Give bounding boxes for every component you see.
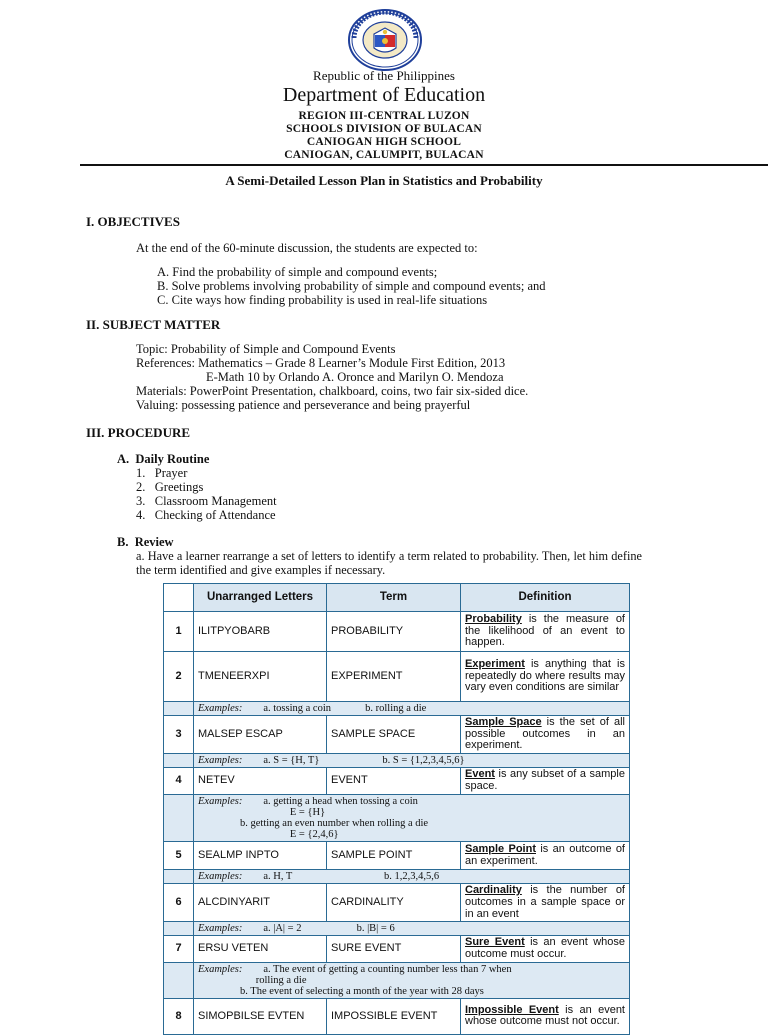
valuing-line: Valuing: possessing patience and perseverance and being prayerful [136,398,471,412]
region-line: REGION III-CENTRAL LUZON [298,110,470,122]
examples-row [164,922,630,936]
header-definition: Definition [461,584,630,612]
table-header-row [164,584,630,612]
review-text: a. Have a learner rearrange a set of letters to identify a term related to probability. Then, let him define the term identified and give examples if necessary. [136,549,642,577]
defined-term: Impossible Event [465,1003,559,1016]
definition-cell [461,884,630,922]
definition-cell [461,936,630,962]
references-line: References: Mathematics – Grade 8 Learner’s Module First Edition, 2013 [136,356,506,370]
example-line: rolling a die [198,974,307,986]
deped-seal [344,8,426,72]
table-row [164,612,630,652]
references-line-2: E-Math 10 by Orlando A. Oronce and Marilyn O. Mendoza [206,370,504,384]
routine-item: 1. Prayer [136,466,188,480]
term-cell: EVENT [327,768,461,794]
defined-term: Probability [465,613,522,626]
topic-line: Topic: Probability of Simple and Compound Events [136,342,396,356]
example-line: a. |A| = 2 b. |B| = 6 [242,923,395,935]
examples-row [164,962,630,998]
definition-cell [461,716,630,754]
department-title: Department of Education [282,84,486,106]
definition-cell [461,842,630,870]
term-cell: EXPERIMENT [327,652,461,702]
row-number: 6 [164,884,194,922]
unarranged-letters-cell: ILITPYOBARB [194,612,327,652]
defined-term: Sample Space [465,716,542,729]
unarranged-letters-cell: SIMOPBILSE EVTEN [194,998,327,1034]
examples-label: Examples: [198,923,243,935]
examples-label: Examples: [198,795,243,807]
examples-cell [194,794,630,842]
examples-cell [194,702,630,716]
term-cell: SURE EVENT [327,936,461,962]
defined-term: Event [465,768,495,781]
example-line: b. The event of selecting a month of the year with 28 days [198,985,484,997]
lesson-plan-title: A Semi-Detailed Lesson Plan in Statistics and Probability [225,173,543,188]
objective-item: A. Find the probability of simple and compound events; [157,265,438,279]
definition-cell [461,652,630,702]
row-number: 1 [164,612,194,652]
term-cell: SAMPLE SPACE [327,716,461,754]
definition-text: is any subset of a sample space. [465,768,625,792]
example-line: E = {2,4,6} [198,828,339,840]
unarranged-letters-cell: ALCDINYARIT [194,884,327,922]
republic-line: Republic of the Philippines [313,68,455,83]
table-row [164,998,630,1034]
examples-spacer [164,754,194,768]
examples-cell [194,922,630,936]
term-cell: PROBABILITY [327,612,461,652]
school-line: CANIOGAN HIGH SCHOOL [306,136,462,148]
address-line: CANIOGAN, CALUMPIT, BULACAN [284,149,484,161]
header-letters: Unarranged Letters [194,584,327,612]
table-row [164,716,630,754]
examples-label: Examples: [198,963,243,975]
example-line: E = {H} [198,806,326,818]
table-row [164,936,630,962]
definition-text: is an event whose outcome must occur. [465,936,625,960]
example-line: b. getting an even number when rolling a die [198,817,429,829]
division-line: SCHOOLS DIVISION OF BULACAN [286,123,482,135]
row-number: 5 [164,842,194,870]
defined-term: Sample Point [465,842,536,855]
table-row [164,768,630,794]
definition-cell [461,998,630,1034]
definition-text: is the set of all possible outcomes in an experiment. [465,716,626,752]
examples-row [164,754,630,768]
routine-item: 4. Checking of Attendance [136,508,276,522]
defined-term: Sure Event [465,936,525,949]
objectives-heading: I. OBJECTIVES [86,214,180,229]
definition-text: is an event whose outcome must not occur. [465,1003,625,1028]
definition-text: is an outcome of an experiment. [465,842,625,867]
row-number: 7 [164,936,194,962]
subject-matter-heading: II. SUBJECT MATTER [86,317,221,332]
term-cell: CARDINALITY [327,884,461,922]
examples-spacer [164,794,194,842]
row-number: 2 [164,652,194,702]
examples-cell [194,754,630,768]
example-line: a. H, T b. 1,2,3,4,5,6 [242,871,440,883]
header-term: Term [327,584,461,612]
definition-text: is the number of outcomes in a sample space or in an event [465,884,625,920]
objectives-intro: At the end of the 60-minute discussion, the students are expected to: [136,241,478,255]
examples-row [164,794,630,842]
examples-spacer [164,962,194,998]
unarranged-letters-cell: NETEV [194,768,327,794]
term-cell: SAMPLE POINT [327,842,461,870]
procedure-heading: III. PROCEDURE [86,425,191,440]
example-line: a. getting a head when tossing a coin [242,795,418,807]
examples-label: Examples: [198,703,243,714]
unarranged-letters-cell: MALSEP ESCAP [194,716,327,754]
examples-row [164,702,630,716]
objective-item: C. Cite ways how finding probability is used in real-life situations [157,293,488,307]
examples-spacer [164,870,194,884]
definition-cell [461,768,630,794]
header-number [164,584,194,612]
definition-cell [461,612,630,652]
vocabulary-table [163,583,630,1035]
unarranged-letters-cell: ERSU VETEN [194,936,327,962]
unarranged-letters-cell: SEALMP INPTO [194,842,327,870]
examples-cell [194,962,630,998]
row-number: 8 [164,998,194,1034]
table-row [164,842,630,870]
examples-cell [194,870,630,884]
review-heading: B. Review [117,535,174,549]
row-number: 3 [164,716,194,754]
unarranged-letters-cell: TMENEERXPI [194,652,327,702]
examples-spacer [164,702,194,716]
routine-item: 3. Classroom Management [136,494,277,508]
example-line: a. tossing a coin b. rolling a die [242,703,427,714]
examples-spacer [164,922,194,936]
examples-row [164,870,630,884]
header-divider [80,164,768,166]
row-number: 4 [164,768,194,794]
defined-term: Experiment [465,658,525,671]
table-row [164,652,630,702]
routine-item: 2. Greetings [136,480,204,494]
example-line: a. S = {H, T} b. S = {1,2,3,4,5,6} [242,755,465,767]
definition-text: is the measure of the likelihood of an event to happen. [465,613,625,649]
term-cell: IMPOSSIBLE EVENT [327,998,461,1034]
definition-text: is anything that is repeatedly do where results may vary even conditions are similar [465,658,625,694]
examples-label: Examples: [198,871,243,883]
objective-item: B. Solve problems involving probability of simple and compound events; and [157,279,546,293]
daily-routine-heading: A. Daily Routine [117,452,210,466]
table-row [164,884,630,922]
defined-term: Cardinality [465,884,522,897]
example-line: a. The event of getting a counting number less than 7 when [242,963,512,975]
materials-line: Materials: PowerPoint Presentation, chalkboard, coins, two fair six-sided dice. [136,384,529,398]
examples-label: Examples: [198,755,243,767]
